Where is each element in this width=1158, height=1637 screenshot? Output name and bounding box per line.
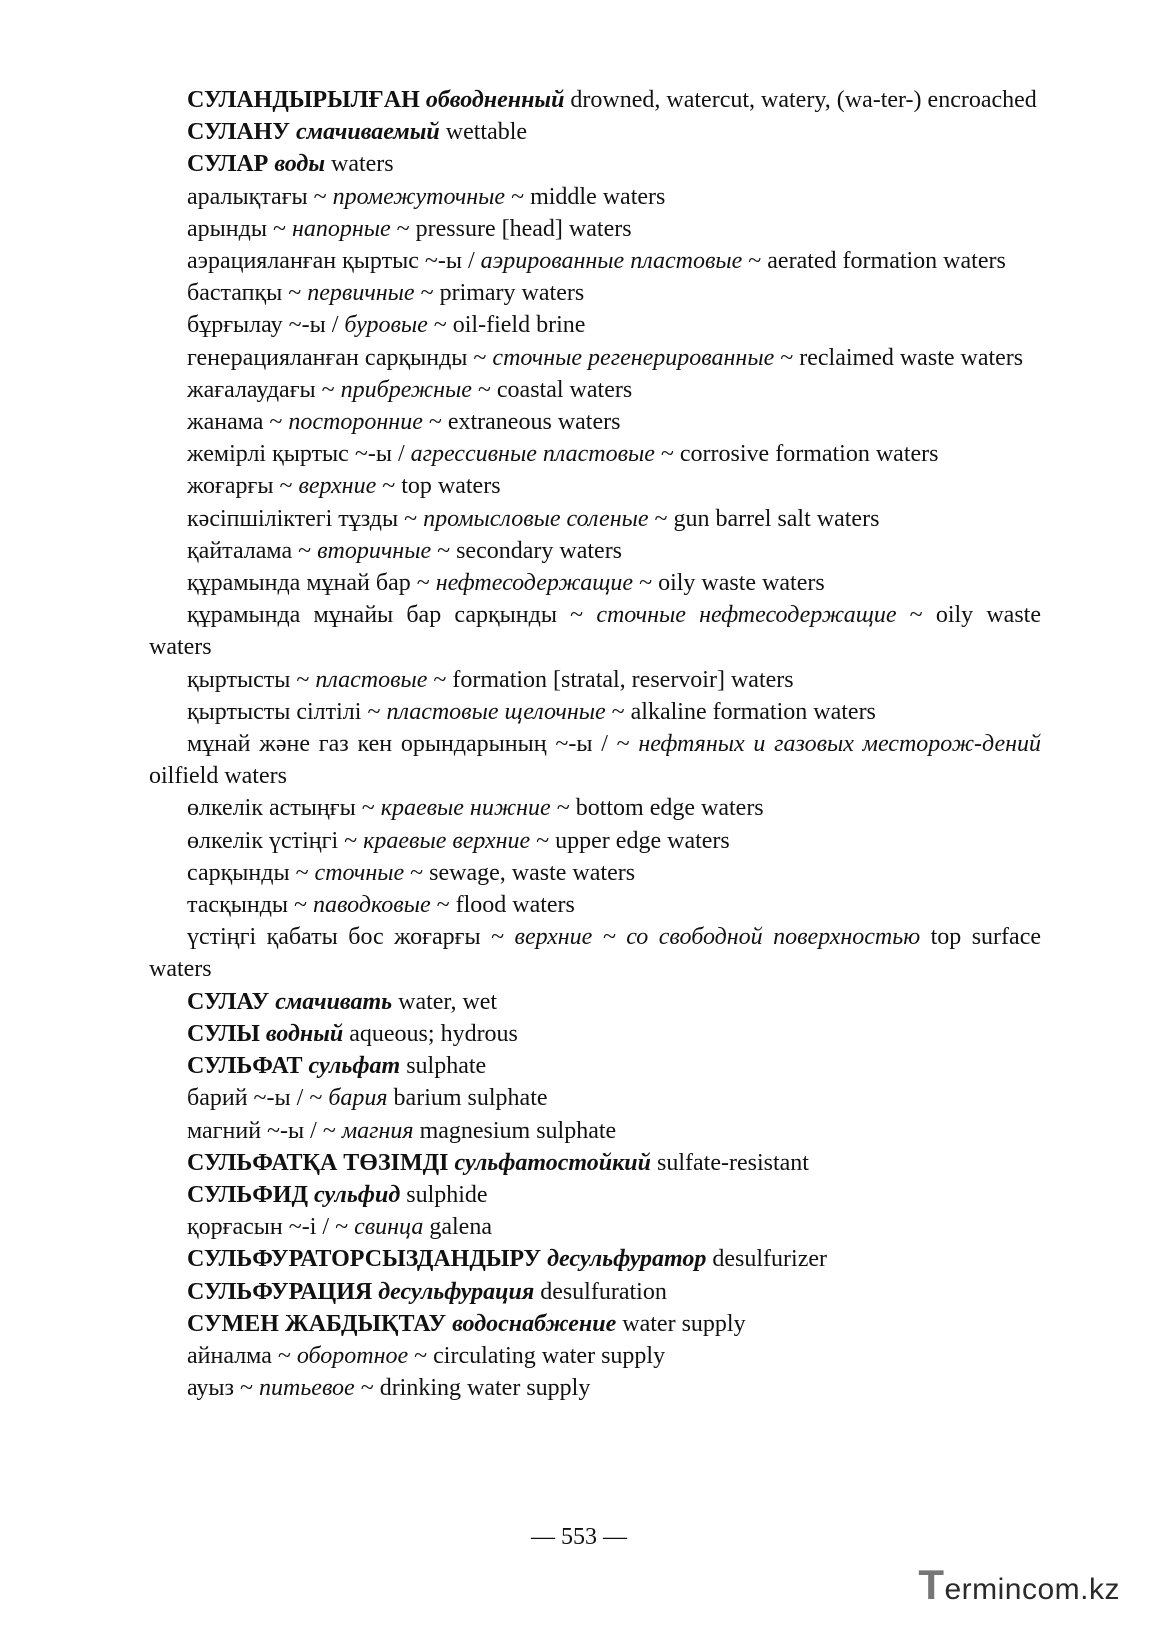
- dictionary-entry: [149, 986, 1041, 1018]
- dictionary-entry: [149, 1243, 1041, 1275]
- dictionary-entry: [149, 1308, 1041, 1340]
- headword: СУЛАНДЫРЫЛҒАН: [187, 87, 426, 113]
- entry-text: қайталама ~: [187, 537, 318, 564]
- entry-text: sulphide: [400, 1181, 488, 1208]
- russian-term: буровые: [344, 312, 428, 339]
- entry-text: ~ sewage, waste waters: [404, 859, 636, 886]
- entry-text: ~ flood waters: [430, 892, 575, 919]
- dictionary-entry: [149, 535, 1041, 567]
- dictionary-entry: [149, 1082, 1041, 1114]
- russian-term: нефтесодержащие: [435, 570, 634, 597]
- entry-text: қыртысты сілтілі ~: [187, 698, 387, 725]
- dictionary-entry: [149, 696, 1041, 728]
- russian-term: вторичные: [317, 537, 432, 564]
- dictionary-entry: [149, 567, 1041, 599]
- russian-term: оборотное: [296, 1342, 409, 1369]
- dictionary-entry: [149, 1018, 1041, 1050]
- russian-term: нефтяных и газовых месторож-дений: [638, 731, 1042, 758]
- entry-text: galena: [423, 1214, 492, 1241]
- dictionary-entry: [149, 1340, 1041, 1372]
- entry-text: ~ alkaline formation waters: [605, 698, 876, 725]
- entry-text: қорғасын ~-і / ~: [187, 1214, 355, 1241]
- entry-text: ~ top waters: [376, 473, 501, 500]
- entry-text: қыртысты ~: [187, 666, 316, 693]
- entry-text: top surface waters: [149, 924, 1041, 983]
- dictionary-entry: [149, 374, 1041, 406]
- entry-text: үстіңгі қабаты бос жоғарғы ~: [187, 924, 515, 951]
- watermark-text: ermincom.kz: [944, 1573, 1120, 1606]
- dictionary-entry: [149, 1050, 1041, 1082]
- headword: СУЛАР: [187, 151, 275, 178]
- headword: СУЛАУ: [187, 988, 276, 1015]
- entry-text: жанама ~: [187, 409, 289, 436]
- entry-text: water supply: [616, 1310, 746, 1337]
- entry-text: бұрғылау ~-ы /: [187, 312, 345, 339]
- headword-russian: водный: [265, 1020, 344, 1047]
- russian-term: агрессивные пластовые: [410, 441, 655, 468]
- entry-text: sulfate-resistant: [651, 1149, 809, 1176]
- entry-text: тасқынды ~: [187, 892, 314, 919]
- russian-term: посторонние: [288, 409, 423, 436]
- russian-term: пластовые щелочные: [386, 698, 606, 725]
- dictionary-entry: [149, 1115, 1041, 1147]
- dictionary-entry: [149, 664, 1041, 696]
- entry-text: wettable: [439, 119, 528, 146]
- russian-term: верхние ~ со свободной поверхностью: [514, 924, 921, 951]
- dictionary-entry: [149, 1276, 1041, 1308]
- dictionary-entry: [149, 470, 1041, 502]
- russian-term: сточные регенерированные: [492, 344, 775, 371]
- entry-text: магний ~-ы / ~: [187, 1117, 342, 1144]
- entry-text: ауыз ~: [187, 1375, 260, 1402]
- russian-term: сточные: [314, 859, 405, 886]
- headword: СУЛЬФАТ: [187, 1053, 309, 1080]
- headword-russian: обводненный: [425, 87, 565, 113]
- russian-term: свинца: [354, 1214, 424, 1241]
- headword-russian: смачивать: [275, 988, 393, 1015]
- dictionary-entry: [149, 1211, 1041, 1243]
- entry-text: ~ oily waste waters: [633, 570, 825, 597]
- dictionary-entry: [149, 921, 1041, 985]
- entry-text: ~ oily waste waters: [149, 602, 1041, 661]
- headword-russian: десульфуратор: [547, 1246, 707, 1273]
- entry-text: мұнай және газ кен орындарының ~-ы / ~: [187, 731, 639, 758]
- dictionary-entry: [149, 406, 1041, 438]
- headword: СУЛЫ: [187, 1020, 266, 1047]
- entry-text: бастапқы ~: [187, 280, 308, 307]
- entry-text: сарқынды ~: [187, 859, 315, 886]
- headword-russian: сульфат: [308, 1053, 401, 1080]
- russian-term: бария: [328, 1085, 388, 1112]
- entry-text: ~ coastal waters: [471, 376, 633, 403]
- russian-term: промысловые соленые: [423, 505, 649, 532]
- entry-text: генерацияланған сарқынды ~: [187, 344, 493, 371]
- entry-text: аралықтағы ~: [187, 183, 333, 210]
- headword-russian: водоснабжение: [452, 1310, 617, 1337]
- dictionary-entry: [149, 342, 1041, 374]
- watermark-logo: [918, 1561, 1120, 1609]
- headword: СУЛАНУ: [187, 119, 296, 146]
- dictionary-entry: [149, 1179, 1041, 1211]
- dictionary-entries: [149, 84, 1041, 1404]
- dictionary-entry: [149, 213, 1041, 245]
- entry-text: ~ corrosive formation waters: [654, 441, 939, 468]
- dictionary-entry: [149, 84, 1041, 116]
- headword-russian: десульфурация: [378, 1278, 535, 1305]
- dictionary-entry: [149, 1147, 1041, 1179]
- russian-term: промежуточные: [332, 183, 506, 210]
- dictionary-entry: [149, 728, 1041, 792]
- dictionary-entry: [149, 116, 1041, 148]
- entry-text: жоғарғы ~: [187, 473, 299, 500]
- entry-text: desulfuration: [534, 1278, 667, 1305]
- dictionary-entry: [149, 438, 1041, 470]
- headword: СУЛЬФИД: [187, 1181, 315, 1208]
- dictionary-entry: [149, 792, 1041, 824]
- entry-text: ~ gun barrel salt waters: [648, 505, 880, 532]
- headword-russian: воды: [274, 151, 325, 178]
- entry-text: айналма ~: [187, 1342, 297, 1369]
- entry-text: sulphate: [400, 1053, 487, 1080]
- entry-text: ~ pressure [head] waters: [390, 215, 632, 242]
- watermark-initial: T: [918, 1561, 945, 1608]
- dictionary-entry: [149, 277, 1041, 309]
- entry-text: ~ upper edge waters: [530, 827, 730, 854]
- headword: СУЛЬФУРАТОРСЫЗДАНДЫРУ: [187, 1246, 548, 1273]
- entry-text: жағалаудағы ~: [187, 376, 341, 403]
- russian-term: прибрежные: [340, 376, 472, 403]
- entry-text: жемірлі қыртыс ~-ы /: [187, 441, 411, 468]
- entry-text: өлкелік үстіңгі ~: [187, 827, 364, 854]
- dictionary-entry: [149, 309, 1041, 341]
- dictionary-entry: [149, 503, 1041, 535]
- russian-term: напорные: [291, 215, 391, 242]
- dictionary-entry: [149, 181, 1041, 213]
- entry-text: аэрацияланған қыртыс ~-ы /: [187, 248, 481, 275]
- entry-text: desulfurizer: [706, 1246, 827, 1273]
- entry-text: ~ oil-field brine: [427, 312, 586, 339]
- entry-text: drowned, watercut, watery, (wa-ter-) encroached: [564, 87, 1037, 113]
- headword: СУМЕН ЖАБДЫҚТАУ: [187, 1310, 453, 1337]
- entry-text: құрамында мұнай бар ~: [187, 570, 436, 597]
- entry-text: арынды ~: [187, 215, 292, 242]
- entry-text: ~ formation [stratal, reservoir] waters: [427, 666, 794, 693]
- russian-term: магния: [341, 1117, 414, 1144]
- russian-term: верхние: [298, 473, 377, 500]
- entry-text: ~ bottom edge waters: [550, 795, 764, 822]
- russian-term: краевые верхние: [363, 827, 531, 854]
- dictionary-entry: [149, 148, 1041, 180]
- russian-term: краевые нижние: [380, 795, 551, 822]
- russian-term: пластовые: [315, 666, 428, 693]
- entry-text: oilfield waters: [149, 763, 287, 790]
- entry-text: құрамында мұнайы бар сарқынды ~: [187, 602, 597, 629]
- page-number: — 553 —: [531, 1524, 627, 1550]
- entry-text: waters: [325, 151, 394, 178]
- entry-text: barium sulphate: [387, 1085, 548, 1112]
- entry-text: ~ extraneous waters: [422, 409, 621, 436]
- dictionary-entry: [149, 889, 1041, 921]
- entry-text: ~ middle waters: [505, 183, 666, 210]
- dictionary-entry: [149, 245, 1041, 277]
- entry-text: ~ reclaimed waste waters: [774, 344, 1024, 371]
- russian-term: сточные нефтесодержащие: [596, 602, 897, 629]
- entry-text: water, wet: [392, 988, 498, 1015]
- entry-text: өлкелік астыңғы ~: [187, 795, 381, 822]
- russian-term: питьевое: [259, 1375, 355, 1402]
- entry-text: ~ circulating water supply: [408, 1342, 666, 1369]
- entry-text: aqueous; hydrous: [343, 1020, 518, 1047]
- dictionary-entry: [149, 857, 1041, 889]
- russian-term: паводковые: [313, 892, 431, 919]
- entry-text: ~ drinking water supply: [354, 1375, 591, 1402]
- entry-text: ~ aerated formation waters: [742, 248, 1006, 275]
- russian-term: аэрированные пластовые: [480, 248, 743, 275]
- headword: СУЛЬФАТҚА ТӨЗІМДІ: [187, 1149, 455, 1176]
- dictionary-entry: [149, 1372, 1041, 1404]
- entry-text: ~ primary waters: [414, 280, 585, 307]
- dictionary-entry: [149, 599, 1041, 663]
- entry-text: кәсіпшіліктегі тұзды ~: [187, 505, 424, 532]
- entry-text: барий ~-ы / ~: [187, 1085, 329, 1112]
- entry-text: ~ secondary waters: [431, 537, 623, 564]
- headword-russian: смачиваемый: [295, 119, 440, 146]
- dictionary-entry: [149, 825, 1041, 857]
- headword-russian: сульфатостойкий: [454, 1149, 651, 1176]
- headword: СУЛЬФУРАЦИЯ: [187, 1278, 379, 1305]
- headword-russian: сульфид: [314, 1181, 401, 1208]
- russian-term: первичные: [307, 280, 415, 307]
- entry-text: magnesium sulphate: [413, 1117, 617, 1144]
